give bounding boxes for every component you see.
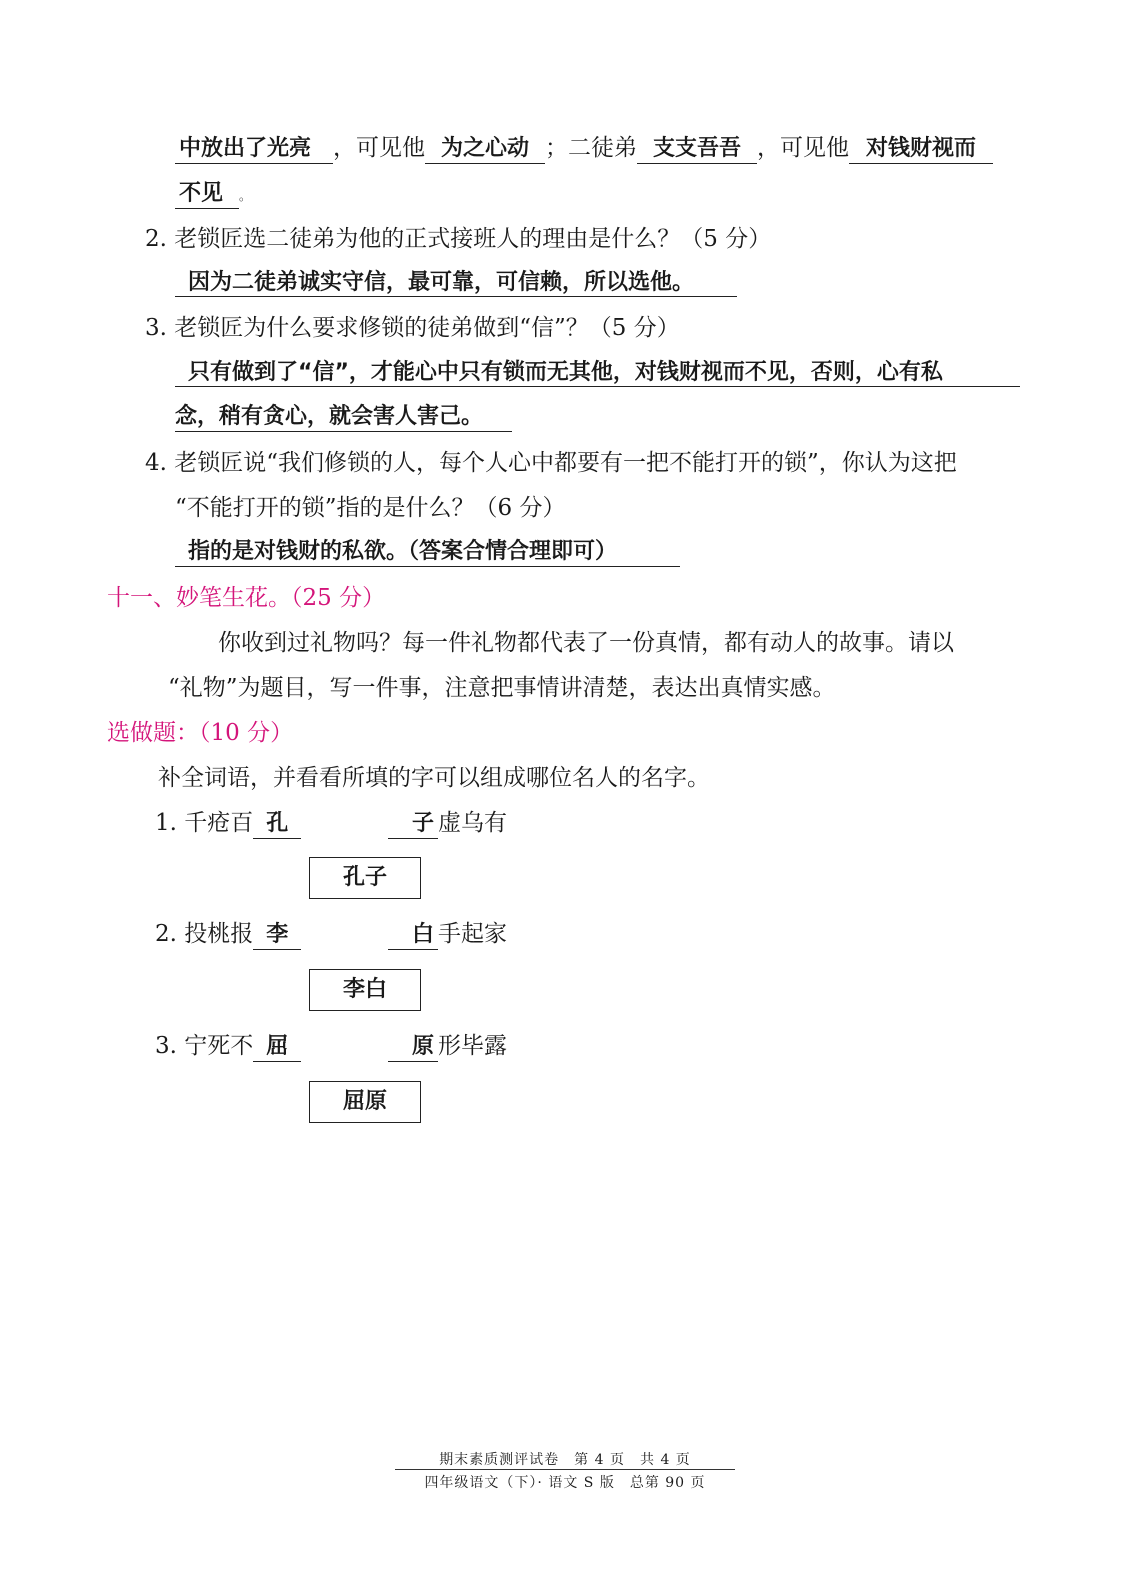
optional-heading bbox=[107, 718, 293, 748]
q3-question bbox=[145, 313, 680, 343]
optional-item-part2 bbox=[388, 919, 507, 950]
q3-number: 3. bbox=[145, 315, 167, 341]
optional-title: 选做题： bbox=[107, 720, 199, 746]
q4-text: 老锁匠说“我们修锁的人，每个人心中都要有一把不能打开的锁”，你认为这把 bbox=[174, 450, 957, 476]
fill-blank: 屈 bbox=[253, 1033, 301, 1062]
fill-blank: 原 bbox=[388, 1033, 438, 1062]
footer-line1: 期末素质测评试卷 第 4 页 共 4 页 bbox=[439, 1452, 691, 1468]
name-answer-box: 屈原 bbox=[309, 1081, 421, 1123]
answer-blank: 中放出了光亮 bbox=[175, 135, 333, 164]
q1-answer-line1 bbox=[175, 133, 993, 164]
q4-answer: 指的是对钱财的私欲。（答案合情合理即可） bbox=[188, 539, 618, 564]
item-number: 1. bbox=[155, 810, 177, 836]
fill-blank: 子 bbox=[388, 810, 438, 839]
item-idiom-prefix: 投桃报 bbox=[184, 921, 254, 947]
item-idiom-suffix: 形毕露 bbox=[438, 1033, 507, 1059]
q4-answer-underline bbox=[175, 566, 680, 567]
optional-instruction: 补全词语，并看看所填的字可以组成哪位名人的名字。 bbox=[158, 765, 710, 791]
q3-answer-underline1 bbox=[175, 386, 1020, 387]
item-idiom-prefix: 千疮百 bbox=[184, 810, 254, 836]
q2-answer: 因为二徒弟诚实守信，最可靠，可信赖，所以选他。 bbox=[188, 270, 695, 295]
q4-question-line2: “不能打开的锁”指的是什么？（6 分） bbox=[175, 495, 566, 521]
q1-text-segment: ，可见他 bbox=[757, 135, 849, 161]
name-answer-box: 李白 bbox=[309, 969, 421, 1011]
section11-paragraph-line2: “礼物”为题目，写一件事，注意把事情讲清楚，表达出真情实感。 bbox=[168, 675, 836, 701]
section11-paragraph-line1: 你收到过礼物吗？每一件礼物都代表了一份真情，都有动人的故事。请以 bbox=[218, 630, 954, 656]
item-idiom-suffix: 手起家 bbox=[438, 921, 507, 947]
answer-blank: 对钱财视而 bbox=[849, 135, 993, 164]
footer-divider bbox=[395, 1469, 735, 1470]
section11-heading bbox=[107, 583, 385, 613]
fill-blank: 白 bbox=[388, 921, 438, 950]
fill-blank: 孔 bbox=[253, 810, 301, 839]
q2-text: 老锁匠选二徒弟为他的正式接班人的理由是什么？（5 分） bbox=[174, 226, 772, 252]
q3-answer-line2: 念，稍有贪心，就会害人害己。 bbox=[175, 404, 484, 429]
q4-question-line1 bbox=[145, 448, 957, 478]
item-idiom-suffix: 虚乌有 bbox=[438, 810, 507, 836]
footer-line2: 四年级语文（下）· 语文 S 版 总第 90 页 bbox=[424, 1475, 706, 1491]
optional-item bbox=[155, 919, 301, 950]
fill-blank: 李 bbox=[253, 921, 301, 950]
section11-score: （25 分） bbox=[291, 585, 386, 611]
q2-question bbox=[145, 224, 771, 254]
q2-number: 2. bbox=[145, 226, 167, 252]
q1-end-mark: 。 bbox=[239, 189, 252, 203]
q1-answer-line2 bbox=[175, 178, 251, 211]
q1-text-segment: ；二徒弟 bbox=[545, 135, 637, 161]
optional-score: （10 分） bbox=[199, 720, 294, 746]
answer-blank: 支支吾吾 bbox=[637, 135, 757, 164]
q4-number: 4. bbox=[145, 450, 167, 476]
item-idiom-prefix: 宁死不 bbox=[184, 1033, 254, 1059]
optional-item-part2 bbox=[388, 808, 507, 839]
item-number: 2. bbox=[155, 921, 177, 947]
optional-item-part2 bbox=[388, 1031, 507, 1062]
section11-title: 十一、妙笔生花。 bbox=[107, 585, 291, 611]
q2-answer-underline bbox=[175, 296, 737, 297]
name-answer-box: 孔子 bbox=[309, 857, 421, 899]
optional-item bbox=[155, 1031, 301, 1062]
optional-item bbox=[155, 808, 301, 839]
q3-answer-underline2 bbox=[175, 431, 512, 432]
q1-text-segment: ，可见他 bbox=[333, 135, 425, 161]
answer-blank: 为之心动 bbox=[425, 135, 545, 164]
q3-text: 老锁匠为什么要求修锁的徒弟做到“信”？（5 分） bbox=[174, 315, 680, 341]
q3-answer-line1: 只有做到了“信”，才能心中只有锁而无其他，对钱财视而不见，否则，心有私 bbox=[188, 360, 943, 385]
item-number: 3. bbox=[155, 1033, 177, 1059]
answer-blank: 不见 bbox=[175, 180, 239, 209]
